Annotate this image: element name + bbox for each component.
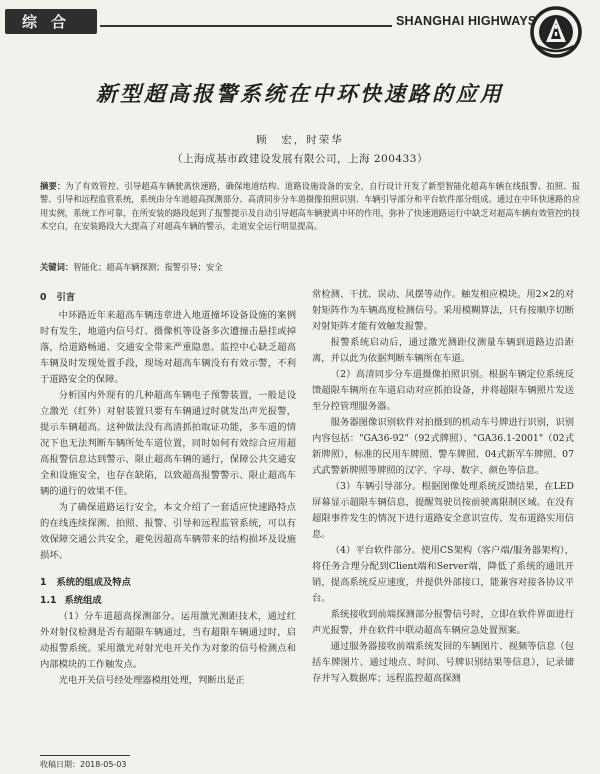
authors: 顾 宏，时荣华	[256, 134, 344, 146]
paragraph: （2）高清同步分车道摄像拍照识别。根据车辆定位系统反馈超限车辆所在车道启动对应抓拍设备，并将超限车辆照片发送至分控管理服务器。	[312, 369, 574, 412]
keywords	[40, 261, 580, 274]
section-number: 1	[40, 577, 47, 588]
section-title: 系统的组成及特点	[56, 577, 131, 588]
section-heading	[40, 290, 296, 306]
page-header	[0, 0, 600, 62]
section-number: 0	[40, 292, 47, 303]
paragraph: 通过服务器接收前端系统发回的车辆图片、视频等信息（包括车牌图片、通过地点、时间、号牌识别结果等信息），记录储存并写入数据库；远程监控超高探测	[312, 641, 574, 684]
paragraph: 常检测、干扰、误动、风摆等动作。触发相应模块。用2×2的对射矩阵作为车辆高度检测信号。采用模糊算法，只有按顺序切断对射矩阵才能有效触发报警。	[312, 289, 574, 332]
subsection-title: 系统组成	[64, 595, 102, 606]
paragraph: （1）分车道超高探测部分。运用激光测距技术，通过红外对射仪检测是否有超限车辆通过，当有超限车辆通过时，启动报警系统。采用激光对射光电开关作为对象的信号检测点和内部模块的工作触发点。	[40, 611, 296, 670]
subsection-heading	[40, 593, 296, 609]
article-title: 新型超高报警系统在中环快速路的应用	[96, 82, 504, 106]
abstract-label: 摘要：	[40, 181, 66, 191]
section-heading	[40, 575, 296, 591]
header-rule	[100, 25, 392, 27]
paragraph: 光电开关信号经处理器模组处理，判断出是正	[58, 675, 245, 686]
section-tag: 综合	[5, 9, 97, 34]
paragraph: （3）车辆引导部分。根据图像处理系统反馈结果，在LED屏幕显示超限车辆信息，提醒驾驶员按前驶离限制区域。在没有超限事件发生的情况下进行道路安全意识宣传、发布道路实用信息。	[312, 481, 574, 540]
paragraph: （4）平台软件部分。使用CS架构（客户端/服务器架构），将任务合理分配到Client端和Server端，降低了系统的通讯开销，提高系统反应速度，并提供外部接口，能兼容对接各协议平台。	[312, 545, 574, 604]
keywords-text: 智能化；超高车辆探测；报警引导；安全	[73, 262, 223, 272]
affiliation: （上海成基市政建设发展有限公司，上海 200433）	[172, 153, 428, 165]
paragraph: 系统接收到前端探测部分报警信号时，立即在软件界面进行声光报警，并在软件中联动超高车辆应急处置预案。	[312, 609, 574, 636]
abstract	[40, 180, 580, 234]
paragraph: 为了确保道路运行安全，本文介绍了一套适应快速路特点的在线连续探测、拍照、报警、引导和远程监管系统，可以有效保障交通公共安全，避免因超高车辆带来的结构损坏及设施损坏。	[40, 502, 296, 561]
paragraph: 报警系统启动后，通过激光测距仪测量车辆到道路边沿距离，并以此为依据判断车辆所在车道。	[312, 337, 574, 364]
paragraph: 中环路近年来超高车辆违章进入地道撞坏设备设施的案例时有发生，地道内信号灯、摄像机等设备多次遭撞击悬挂或掉落，给道路畅通、交通安全带来严重隐患。监控中心缺乏超高车辆及时发现处置手段，现场对超高车辆没有有效示警，不利于道路安全的保障。	[40, 310, 296, 385]
section-title: 引言	[56, 292, 76, 303]
highway-emblem-icon	[530, 6, 582, 58]
subsection-number: 1.1	[40, 595, 57, 606]
spacer	[40, 564, 296, 572]
right-column	[312, 287, 574, 767]
keywords-label: 关键词：	[40, 262, 74, 272]
abstract-text: 为了有效管控、引导超高车辆驶离快速路，确保地道结构、道路设施设备的安全，自行设计开发了新型智能化超高车辆在线报警、拍照、报警、引导和远程监管系统，系统由分车道超高探测部分、高清同步分车道摄像拍照识别、车辆引导部分和平台软件部分组成。通过在中环快速路的应用实例，系统工作可靠，在所安装的路段起到了报警提示及自动引导超高车辆驶离中环的作用，弥补了快速道路运行中缺乏对超高车辆有效管控的技术空白，在安装路段大大提高了对超高车辆的警示，走道安全运行明显提高。	[40, 181, 580, 232]
paragraph: 分析国内外现有的几种超高车辆电子预警装置，一般是设立激光（红外）对射装置只要有车辆通过时就发出声光报警，提示车辆超高。这种做法没有高清抓拍取证功能，多车道的情况下也无法判断车辆所处车道位置，同时如何有效综合应用超高报警信息达到警示、限止超高车辆的通行，保障公共交通安全和设施安全，也存在缺陷，以致超高报警警示、限止超高车辆的通行的效果不佳。	[40, 390, 296, 497]
received-date: 收稿日期：2018-05-03	[40, 760, 127, 769]
left-column	[40, 287, 296, 757]
journal-name: SHANGHAI HIGHWAYS	[396, 14, 537, 28]
footnote-rule	[40, 755, 130, 756]
paragraph: 服务器图像识别软件对拍摄到的机动车号牌进行识别，识别内容包括："GA36-92"（92式牌照）、"GA36.1-2001"（02式新牌照），标准的民用车牌照、警车牌照、04式新军车牌照、07式武警新牌照等牌照的汉字、字母、数字、颜色等信息。	[312, 417, 574, 476]
